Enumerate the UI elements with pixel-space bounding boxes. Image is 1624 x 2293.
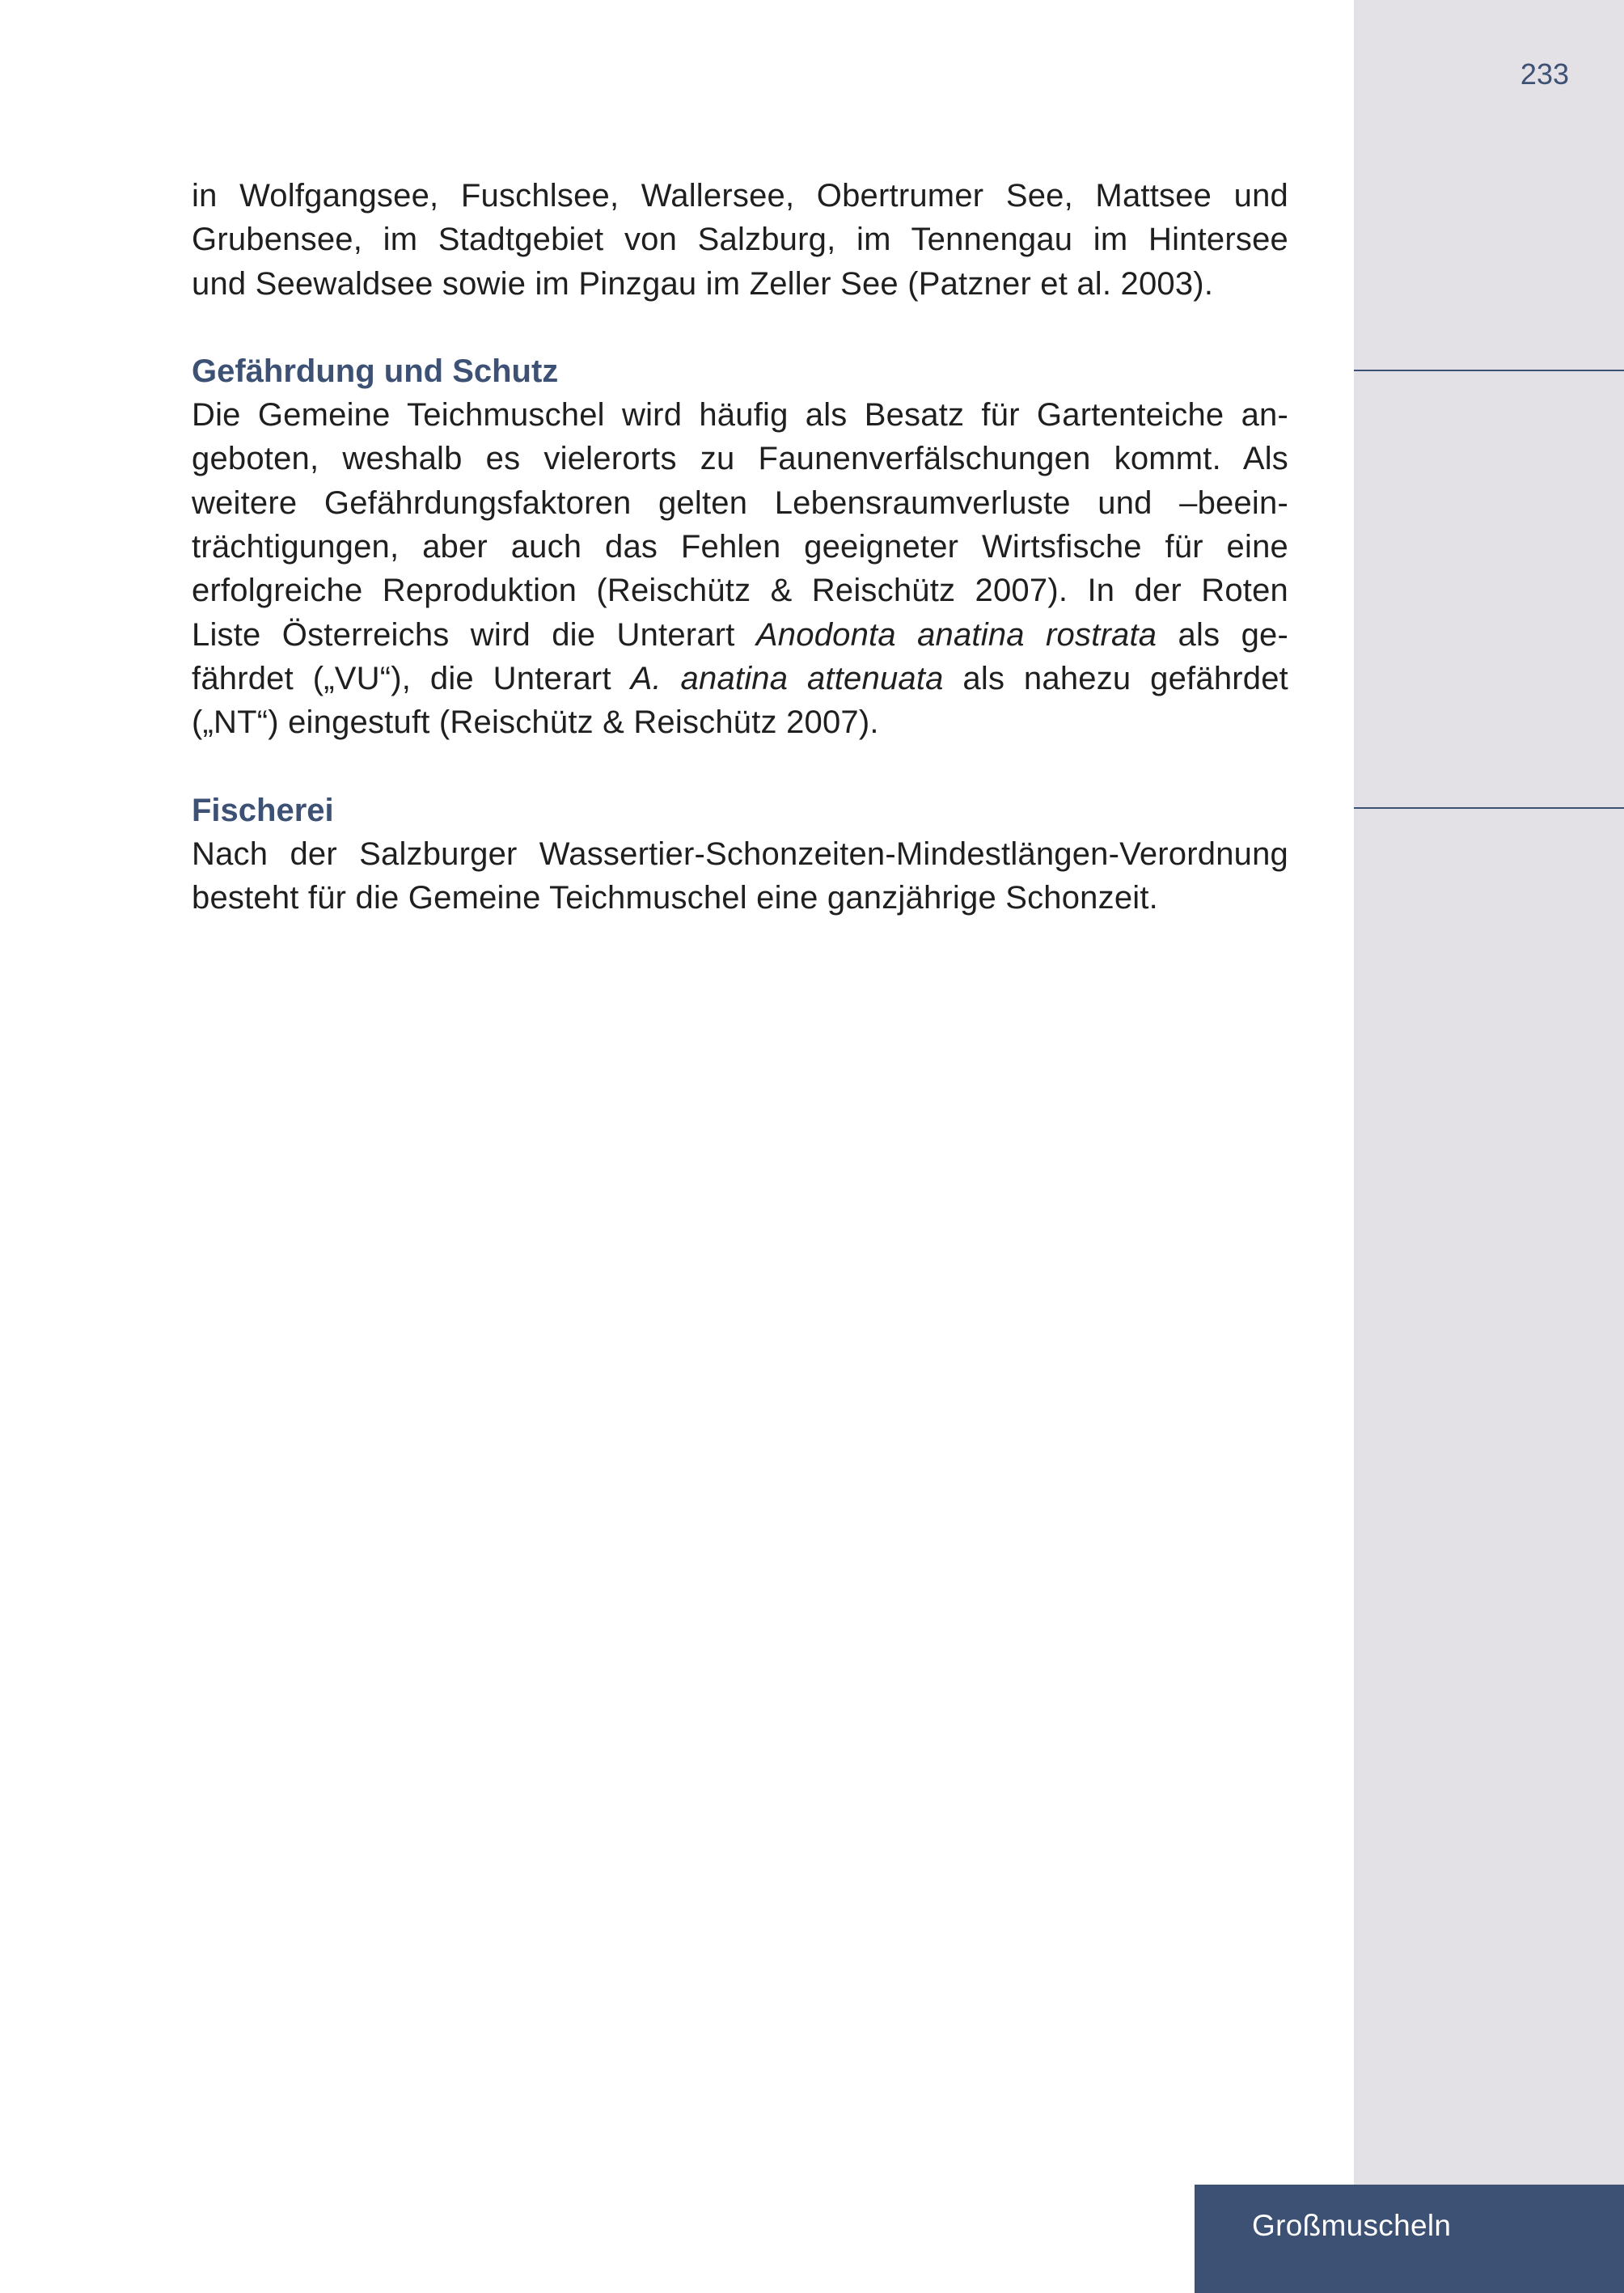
section-heading: Fischerei bbox=[192, 792, 334, 828]
text-run: als nahezu gefährdet bbox=[943, 660, 1288, 696]
text-line bbox=[192, 657, 1288, 700]
text-line: Grubensee, im Stadtgebiet von Salzburg, im Tennengau im Hintersee bbox=[192, 222, 1288, 258]
species-name: A. anatina attenuata bbox=[630, 660, 944, 696]
page-body bbox=[192, 174, 1288, 920]
text-run: fährdet („VU“), die Unterart bbox=[192, 660, 631, 696]
text-line: erfolgreiche Reproduktion (Reischütz & Reischütz 2007). In der Roten bbox=[192, 573, 1288, 609]
text-line: Die Gemeine Teichmuschel wird häufig als Besatz für Gartenteiche an- bbox=[192, 397, 1288, 434]
page-number: 233 bbox=[1520, 57, 1569, 91]
text-line: und Seewaldsee sowie im Pinzgau im Zeller See (Patzner et al. 2003). bbox=[192, 265, 1214, 302]
text-line: Nach der Salzburger Wassertier-Schonzeiten-Mindestlängen-Verordnung bbox=[192, 836, 1288, 872]
intro-paragraph bbox=[192, 174, 1288, 306]
text-line: geboten, weshalb es vielerorts zu Faunenverfälschungen kommt. Als bbox=[192, 441, 1288, 477]
section-fischerei bbox=[192, 789, 1288, 920]
text-line: („NT“) eingestuft (Reischütz & Reischütz 2007). bbox=[192, 704, 879, 741]
section-tab bbox=[1195, 2185, 1624, 2293]
sidebar-divider bbox=[1354, 370, 1624, 371]
text-line: besteht für die Gemeine Teichmuschel eine ganzjährige Schonzeit. bbox=[192, 880, 1158, 916]
sidebar-divider bbox=[1354, 807, 1624, 809]
species-name: Anodonta anatina rostrata bbox=[755, 616, 1157, 653]
sidebar-band bbox=[1354, 0, 1624, 2293]
text-line bbox=[192, 613, 1288, 657]
text-line: in Wolfgangsee, Fuschlsee, Wallersee, Obertrumer See, Mattsee und bbox=[192, 178, 1288, 214]
section-tab-label: Großmuscheln bbox=[1252, 2209, 1452, 2242]
text-line: weitere Gefährdungsfaktoren gelten Lebensraumverluste und –beein- bbox=[192, 484, 1288, 521]
text-run: als ge- bbox=[1157, 616, 1288, 653]
section-heading: Gefährdung und Schutz bbox=[192, 353, 559, 389]
text-run: Liste Österreichs wird die Unterart bbox=[192, 616, 756, 653]
section-gefaehrdung bbox=[192, 349, 1288, 745]
text-line: trächtigungen, aber auch das Fehlen geeigneter Wirtsfische für eine bbox=[192, 529, 1288, 565]
